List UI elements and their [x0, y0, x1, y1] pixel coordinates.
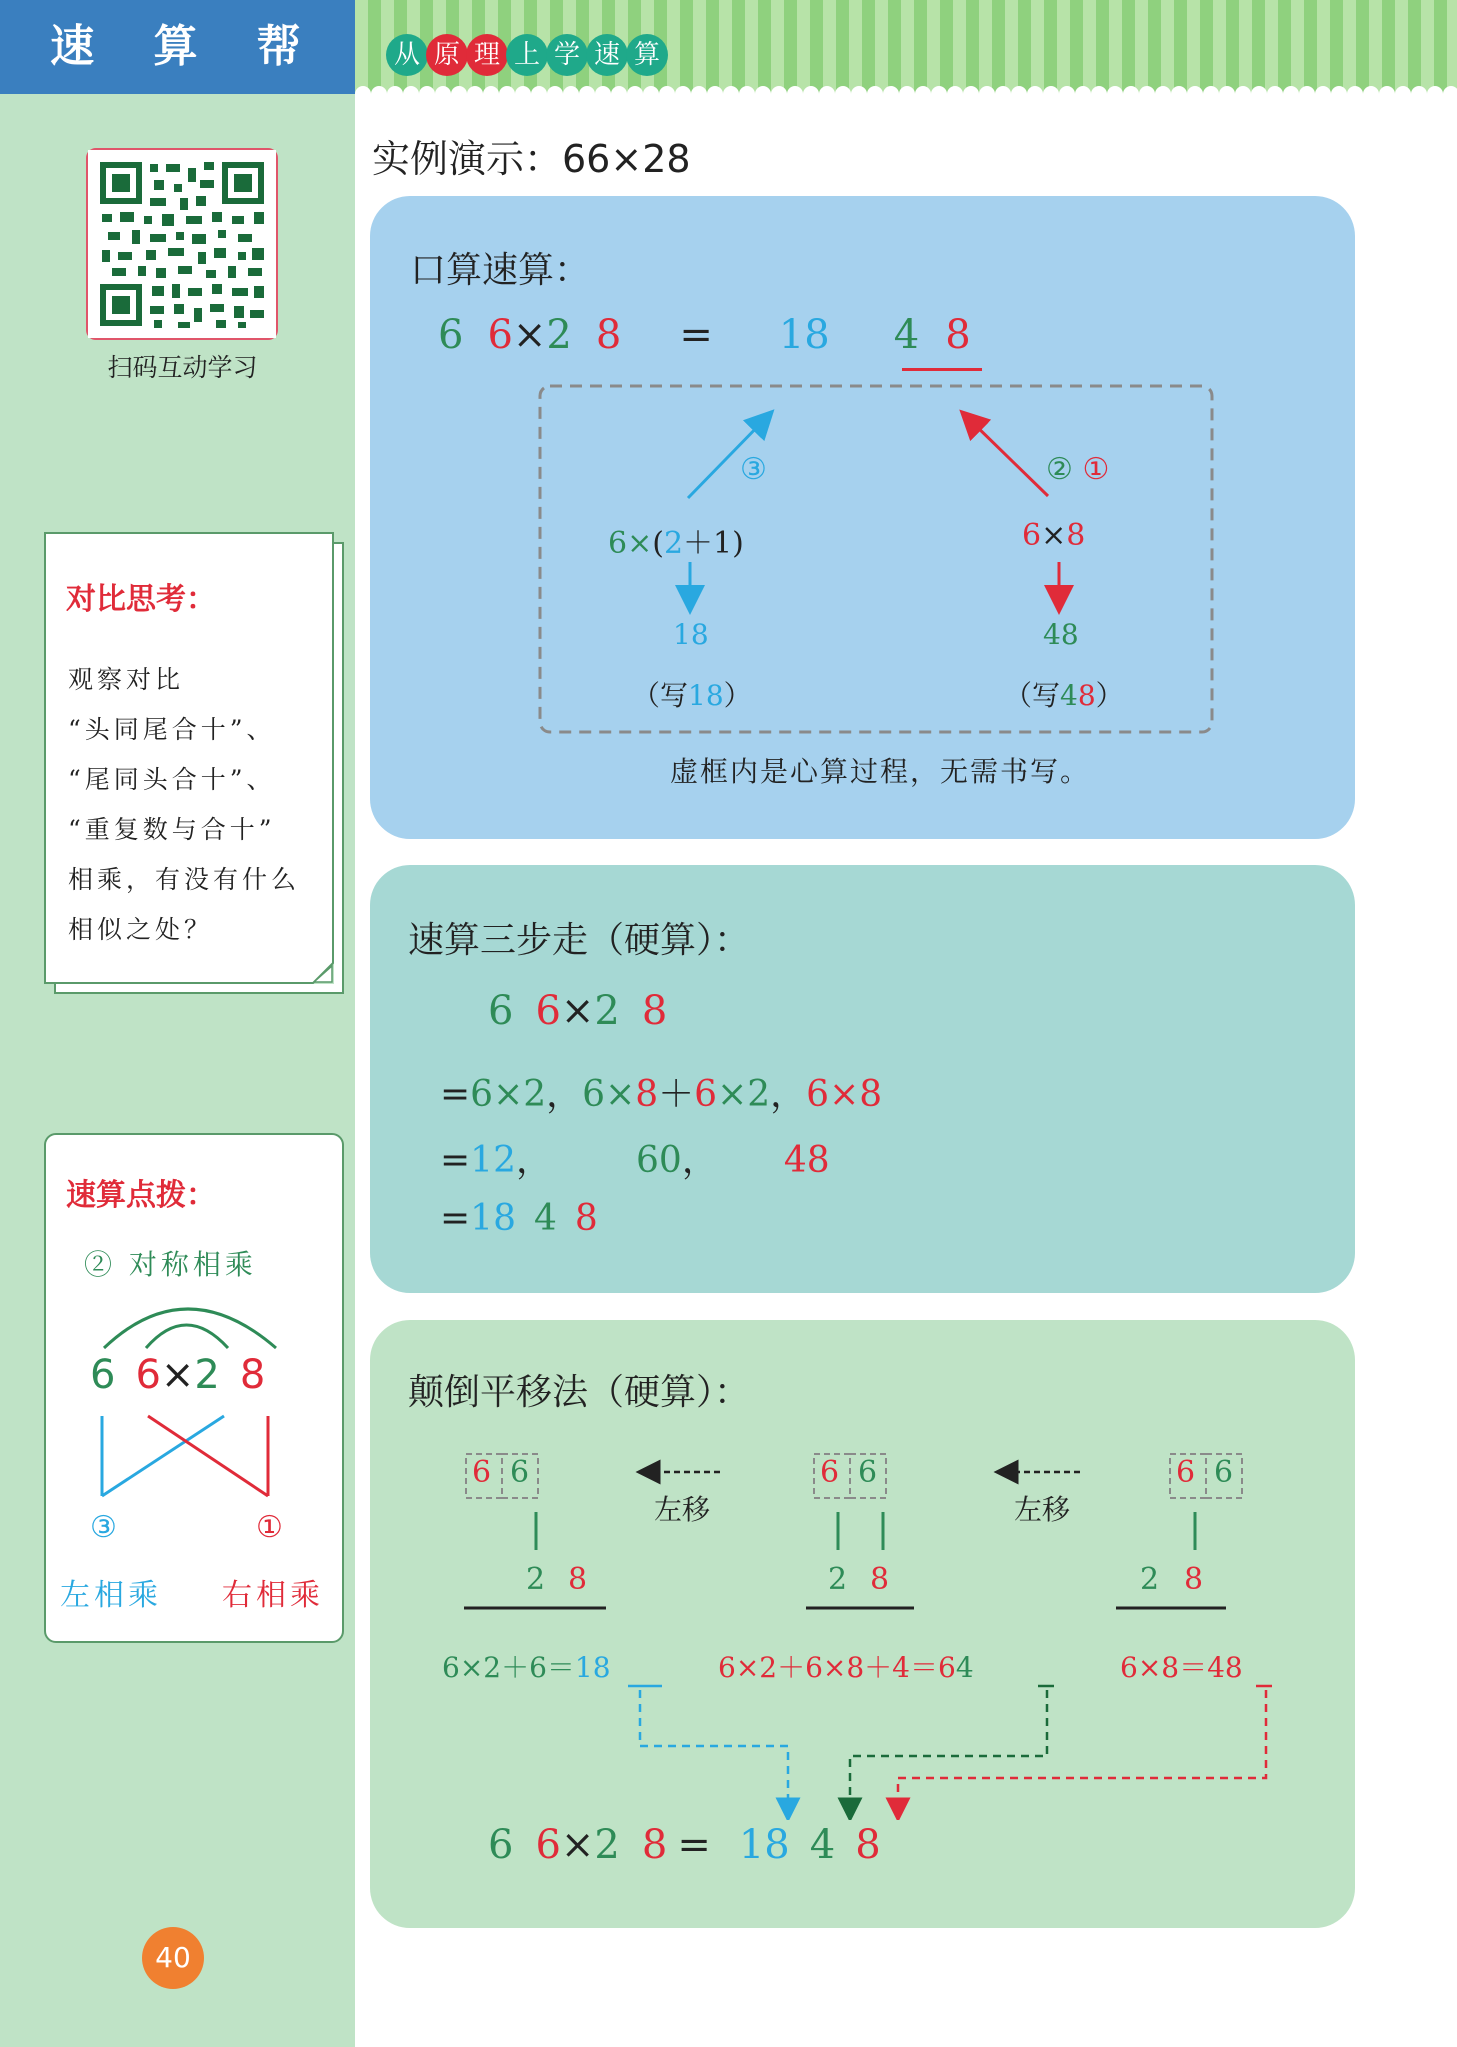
- banner-stripe: [979, 0, 992, 94]
- digit: 2: [594, 1822, 620, 1868]
- shift-top-digit: 6: [472, 1455, 492, 1490]
- tip-right-label: 右相乘: [222, 1578, 324, 1613]
- compare-line: “头同尾合十”、: [68, 715, 276, 744]
- left-write: [632, 674, 752, 714]
- banner-stripe: [901, 0, 914, 94]
- eq-part: 6×8＝4: [1120, 1651, 1225, 1684]
- banner-slogan: [386, 34, 666, 78]
- tip-digit: 2: [194, 1352, 220, 1398]
- expr-part: ＋: [683, 526, 714, 561]
- value: 12: [470, 1140, 516, 1181]
- digit: 6: [535, 988, 561, 1034]
- write-part: （写: [632, 679, 689, 712]
- banner-stripe: [927, 0, 940, 94]
- digit: 6: [438, 312, 464, 358]
- term: 6: [582, 1074, 606, 1115]
- term: 6: [806, 1074, 830, 1115]
- step-marker: ③: [740, 452, 767, 487]
- term: ×: [605, 1074, 636, 1115]
- banner-stripe: [355, 0, 368, 94]
- compare-line: 观察对比: [68, 665, 185, 694]
- write-part: 4: [1060, 679, 1078, 712]
- banner-char-badge: 速: [586, 34, 628, 76]
- comma: ，: [546, 1074, 583, 1115]
- steps-line-2: [440, 1066, 882, 1117]
- banner-stripe: [1447, 0, 1457, 94]
- shift-eq-3: [1120, 1646, 1243, 1686]
- comma: ，: [515, 1140, 552, 1181]
- banner-stripe: [953, 0, 966, 94]
- eq-part: 6×2＋6×8＋4＝6: [718, 1651, 956, 1684]
- step-marker: ②: [1046, 452, 1073, 487]
- shift-top-digit: 6: [858, 1455, 878, 1490]
- times-sign: ×: [560, 1822, 595, 1868]
- expr-part: 1: [713, 526, 733, 561]
- value: 18: [470, 1198, 516, 1239]
- write-part: 8: [1077, 679, 1096, 712]
- page-curl-icon: [312, 962, 334, 984]
- term: 6: [694, 1074, 718, 1115]
- brand-title: 速 算 帮: [0, 0, 355, 94]
- shift-top-digit: 6: [1214, 1455, 1234, 1490]
- banner-stripe: [745, 0, 758, 94]
- result-part: 4: [893, 312, 920, 358]
- left-move-label: 左移: [1014, 1493, 1071, 1526]
- expr-part: (: [652, 526, 664, 561]
- value: 8: [574, 1198, 598, 1239]
- digit: 6: [535, 1822, 561, 1868]
- banner-char-badge: 原: [426, 34, 468, 76]
- shift-title: 颠倒平移法（硬算）：: [408, 1372, 751, 1413]
- right-expression: [1022, 518, 1085, 553]
- tip-number: [90, 1352, 290, 1398]
- shift-top-digit: 6: [510, 1455, 530, 1490]
- banner-stripe: [1161, 0, 1174, 94]
- banner-stripe: [1343, 0, 1356, 94]
- eq-part: 8: [1224, 1651, 1243, 1684]
- value: 60: [636, 1140, 682, 1181]
- right-write: [1004, 674, 1124, 714]
- left-move-label: 左移: [654, 1493, 711, 1526]
- banner-stripe: [1317, 0, 1330, 94]
- tip-right-marker: ①: [256, 1510, 283, 1545]
- banner-char-badge: 上: [506, 34, 548, 76]
- mental-note: 虚框内是心算过程，无需书写。: [670, 755, 1091, 788]
- steps-line-3: [440, 1132, 830, 1183]
- steps-line-4: [440, 1198, 598, 1239]
- banner-stripe: [1265, 0, 1278, 94]
- mental-title: 口算速算：: [410, 250, 591, 291]
- result-part: 4: [809, 1822, 836, 1868]
- equals-sign: =: [440, 1198, 471, 1239]
- right-result: 48: [1043, 618, 1079, 651]
- compare-title: 对比思考：: [66, 582, 216, 617]
- expr-part: 2: [663, 526, 684, 561]
- example-title: 实例演示：66×28: [372, 137, 691, 181]
- banner-stripe: [1395, 0, 1408, 94]
- banner-stripe: [823, 0, 836, 94]
- banner-stripe: [1135, 0, 1148, 94]
- banner-stripe: [797, 0, 810, 94]
- digit: 6: [487, 312, 513, 358]
- qr-caption: 扫码互动学习: [107, 353, 258, 382]
- write-part: ）: [1095, 679, 1124, 712]
- result-part: 18: [738, 1822, 790, 1868]
- digit: 2: [546, 312, 572, 358]
- write-part: 18: [688, 679, 724, 712]
- banner-stripe: [1005, 0, 1018, 94]
- tip-left-marker: ③: [90, 1510, 117, 1545]
- steps-line-1: [488, 988, 667, 1034]
- write-part: （写: [1004, 679, 1061, 712]
- expr-part: 6: [1022, 518, 1042, 553]
- banner-char-badge: 学: [546, 34, 588, 76]
- banner-stripe: [771, 0, 784, 94]
- shift-bottom-digit: 8: [1184, 1562, 1204, 1597]
- eq-part: 6×2＋6＝: [442, 1651, 575, 1684]
- equals-sign: =: [679, 312, 713, 358]
- banner-stripe: [1057, 0, 1070, 94]
- banner-stripe: [1291, 0, 1304, 94]
- tip-title: 速算点拨：: [66, 1178, 216, 1213]
- banner-char-badge: 从: [386, 34, 428, 76]
- shift-bottom-digit: 8: [568, 1562, 588, 1597]
- plus-sign: ＋: [658, 1074, 695, 1115]
- digit: 2: [594, 988, 620, 1034]
- expr-part: ): [732, 526, 744, 561]
- value: 4: [533, 1198, 557, 1239]
- left-result: 18: [673, 618, 709, 651]
- shift-eq-2: [718, 1646, 974, 1686]
- page-number: 40: [142, 1927, 204, 1989]
- term: 2: [523, 1074, 547, 1115]
- banner-stripe: [667, 0, 680, 94]
- shift-bottom-digit: 2: [1140, 1562, 1160, 1597]
- underline: [902, 368, 982, 371]
- shift-bottom-digit: 8: [870, 1562, 890, 1597]
- expr-part: 6×: [608, 526, 653, 561]
- tip-step: ② 对称相乘: [84, 1248, 257, 1281]
- digit: 8: [641, 988, 668, 1034]
- digit: 8: [595, 312, 622, 358]
- result-part: 8: [855, 1822, 881, 1868]
- banner-stripe: [1369, 0, 1382, 94]
- write-part: ）: [723, 679, 752, 712]
- banner-stripe: [1421, 0, 1434, 94]
- banner-char-badge: 理: [466, 34, 508, 76]
- expr-part: 8: [1066, 518, 1086, 553]
- shift-top-digit: 6: [1176, 1455, 1196, 1490]
- qr-code-image: [88, 150, 276, 338]
- shift-eq-1: [442, 1646, 611, 1686]
- banner-char-badge: 算: [626, 34, 668, 76]
- equals-sign: =: [440, 1074, 471, 1115]
- tip-left-label: 左相乘: [60, 1578, 162, 1613]
- left-expression: [608, 518, 744, 562]
- shift-diagram: [370, 1440, 1355, 1820]
- compare-line: “尾同头合十”、: [68, 765, 276, 794]
- banner-stripe: [1239, 0, 1252, 94]
- shift-top-digit: 6: [820, 1455, 840, 1490]
- result-part: 18: [778, 312, 830, 358]
- shift-bottom-digit: 2: [526, 1562, 546, 1597]
- steps-title: 速算三步走（硬算）：: [408, 920, 751, 961]
- term: 8: [635, 1074, 659, 1115]
- result-part: 8: [945, 312, 971, 358]
- shift-bottom-digit: 2: [828, 1562, 848, 1597]
- term: 2: [747, 1074, 771, 1115]
- tip-digit: ×: [160, 1352, 195, 1398]
- banner-stripe: [719, 0, 732, 94]
- comma: ，: [770, 1074, 807, 1115]
- times-sign: ×: [512, 312, 547, 358]
- mental-equation: [438, 312, 971, 358]
- tip-digit: 8: [239, 1352, 266, 1398]
- compare-line: 相乘，有没有什么: [68, 865, 301, 894]
- step-marker: ①: [1082, 452, 1110, 487]
- times-sign: ×: [560, 988, 595, 1034]
- term: 6: [470, 1074, 494, 1115]
- expr-part: ×: [1041, 518, 1067, 553]
- equals-sign: =: [440, 1140, 471, 1181]
- banner-stripe: [1031, 0, 1044, 94]
- comma: ，: [681, 1140, 718, 1181]
- step-markers: [1046, 452, 1109, 487]
- banner-stripe: [1187, 0, 1200, 94]
- digit: 6: [488, 988, 514, 1034]
- banner-stripe: [1213, 0, 1226, 94]
- banner-stripe: [1083, 0, 1096, 94]
- tip-digit: 6: [90, 1352, 116, 1398]
- term: 8: [859, 1074, 883, 1115]
- tip-digit: 6: [135, 1352, 161, 1398]
- banner-stripe: [1109, 0, 1122, 94]
- value: 48: [783, 1140, 830, 1181]
- term: ×: [717, 1074, 748, 1115]
- equals-sign: =: [677, 1822, 711, 1868]
- eq-part: 18: [574, 1651, 611, 1684]
- compare-line: 相似之处？: [68, 915, 214, 944]
- banner-stripe: [693, 0, 706, 94]
- digit: 8: [641, 1822, 668, 1868]
- shift-final-equation: [488, 1822, 881, 1868]
- term: ×: [493, 1074, 524, 1115]
- term: ×: [829, 1074, 860, 1115]
- qr-code[interactable]: [86, 148, 278, 340]
- digit: 6: [488, 1822, 514, 1868]
- banner-stripe: [875, 0, 888, 94]
- compare-line: “重复数与合十”: [68, 815, 276, 844]
- banner-stripe: [849, 0, 862, 94]
- eq-part: 4: [955, 1651, 974, 1684]
